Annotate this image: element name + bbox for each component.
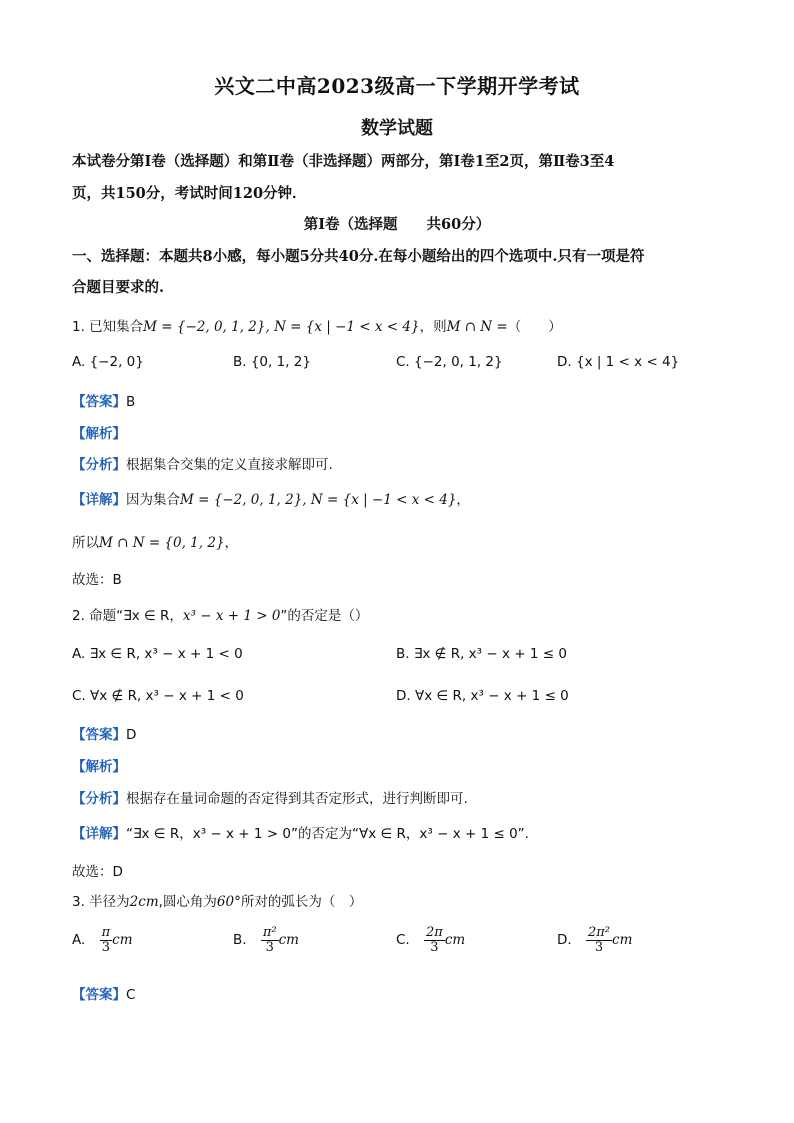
intro-line-1: 本试卷分第Ⅰ卷（选择题）和第Ⅱ卷（非选择题）两部分，第Ⅰ卷1至2页，第Ⅱ卷3至4	[72, 153, 615, 170]
q3-option-a-denominator: 3	[101, 939, 110, 955]
q3-answer	[72, 983, 135, 1003]
q1-suoyi	[72, 531, 238, 551]
q1-xiangjie-prefix: 因为集合	[126, 492, 180, 508]
q3-option-c-fraction	[424, 926, 445, 954]
q3-answer-value: C	[126, 987, 136, 1003]
q1-analysis	[72, 422, 126, 442]
q3-option-c	[396, 926, 465, 954]
q3-option-b-denominator: 3	[265, 939, 274, 955]
q3-stem-suffix: 所对的弧长为（ ）	[240, 894, 363, 910]
q3-option-b-numerator: π²	[262, 925, 277, 940]
section1-line-2: 合题目要求的.	[72, 279, 165, 296]
q1-guxuan: 故选：B	[72, 572, 122, 588]
q1-answer-tag: 【答案】	[72, 394, 126, 410]
q2-xiangjie-tag: 【详解】	[72, 826, 126, 842]
q3-stem	[72, 890, 362, 910]
q2-stem	[72, 604, 368, 624]
q1-xiangjie-math: M = {−2, 0, 1, 2}, N = {x | −1 < x < 4}	[180, 492, 457, 508]
q2-answer	[72, 723, 136, 743]
q3-option-c-denominator: 3	[430, 939, 439, 955]
q1-option-d: D. {x | 1 < x < 4}	[557, 354, 680, 370]
q3-option-d	[557, 926, 632, 954]
q2-fenxi	[72, 787, 468, 807]
q1-option-a: A. {−2, 0}	[72, 354, 144, 370]
q2-option-c: C. ∀x ∉ R, x³ − x + 1 < 0	[72, 688, 244, 704]
q1-stem-math: M = {−2, 0, 1, 2}, N = {x | −1 < x < 4}	[143, 319, 420, 335]
q1-suoyi-math: M ∩ N = {0, 1, 2}	[99, 535, 225, 551]
q2-xiangjie	[72, 822, 529, 842]
q2-guxuan: 故选：D	[72, 864, 123, 880]
q3-stem-math1: 2cm	[129, 894, 159, 910]
q1-stem-mid: ，则	[419, 319, 447, 335]
q3-option-a-label: A.	[72, 932, 86, 949]
page-subtitle: 数学试题	[361, 118, 433, 139]
q2-stem-suffix: ”的否定是（）	[280, 608, 369, 624]
q3-option-c-label: C.	[396, 932, 410, 949]
q1-option-b: B. {0, 1, 2}	[233, 354, 311, 370]
section1-line-1: 一、选择题：本题共8小感，每小题5分共40分.在每小题给出的四个选项中.只有一项是符	[72, 248, 645, 265]
q1-suoyi-prefix: 所以	[72, 535, 99, 551]
q3-option-d-unit: cm	[612, 932, 633, 949]
page-title: 兴文二中高2023级高一下学期开学考试	[214, 74, 580, 98]
q1-xiangjie-suffix: ，	[456, 492, 470, 508]
q1-analysis-tag: 【解析】	[72, 426, 126, 442]
q3-option-b	[233, 926, 299, 954]
part1-heading: 第Ⅰ卷（选择题 共60分）	[303, 216, 491, 233]
q2-answer-value: D	[126, 727, 137, 743]
q1-fenxi	[72, 453, 333, 473]
q1-stem-math2: M ∩ N =	[446, 319, 508, 335]
q3-option-c-numerator: 2π	[426, 925, 443, 940]
q1-stem-prefix: 1. 已知集合	[72, 319, 144, 335]
q3-option-d-label: D.	[557, 932, 572, 949]
q3-option-b-fraction	[261, 926, 279, 954]
q2-fenxi-text: 根据存在量词命题的否定得到其否定形式，进行判断即可.	[126, 791, 468, 807]
q2-option-b: B. ∃x ∉ R, x³ − x + 1 ≤ 0	[396, 646, 567, 662]
q1-suoyi-suffix: ，	[224, 535, 239, 551]
q1-stem-suffix: （ ）	[507, 319, 562, 335]
q2-option-a: A. ∃x ∈ R, x³ − x + 1 < 0	[72, 646, 243, 662]
q1-answer	[72, 390, 135, 410]
q3-option-d-denominator: 3	[594, 939, 604, 955]
q1-xiangjie-tag: 【详解】	[72, 492, 126, 508]
q3-option-a-fraction	[100, 926, 113, 954]
q3-option-d-fraction	[586, 926, 612, 954]
q3-stem-math2: 60°	[216, 894, 241, 910]
q2-analysis	[72, 755, 126, 775]
q2-fenxi-tag: 【分析】	[72, 791, 126, 807]
q2-analysis-tag: 【解析】	[72, 759, 126, 775]
q3-option-a	[72, 926, 133, 954]
q1-stem	[72, 315, 562, 335]
q1-fenxi-tag: 【分析】	[72, 457, 126, 473]
q1-fenxi-text: 根据集合交集的定义直接求解即可.	[126, 457, 333, 473]
q3-option-b-label: B.	[233, 932, 247, 949]
q3-option-b-unit: cm	[278, 932, 299, 949]
intro-line-2: 页，共150分，考试时间120分钟．	[72, 185, 307, 202]
q3-answer-tag: 【答案】	[72, 987, 126, 1003]
q3-stem-mid: ,圆心角为	[158, 894, 217, 910]
q2-stem-prefix: 2. 命题“∃x ∈ R，	[72, 608, 183, 624]
q1-answer-value: B	[126, 394, 136, 410]
q2-stem-math: x³ − x + 1 > 0	[182, 608, 281, 624]
q2-option-d: D. ∀x ∈ R, x³ − x + 1 ≤ 0	[396, 688, 569, 704]
q3-stem-prefix: 3. 半径为	[72, 894, 130, 910]
q2-answer-tag: 【答案】	[72, 727, 126, 743]
q1-option-c: C. {−2, 0, 1, 2}	[396, 354, 503, 370]
q3-option-c-unit: cm	[444, 932, 466, 949]
q3-option-d-numerator: 2π²	[587, 925, 611, 940]
q3-option-a-unit: cm	[112, 932, 133, 949]
q1-xiangjie	[72, 488, 470, 508]
q3-option-a-numerator: π	[101, 925, 111, 940]
q2-xiangjie-text: “∃x ∈ R，x³ − x + 1 > 0”的否定为“∀x ∈ R，x³ − x + 1 ≤ 0”.	[126, 826, 529, 842]
